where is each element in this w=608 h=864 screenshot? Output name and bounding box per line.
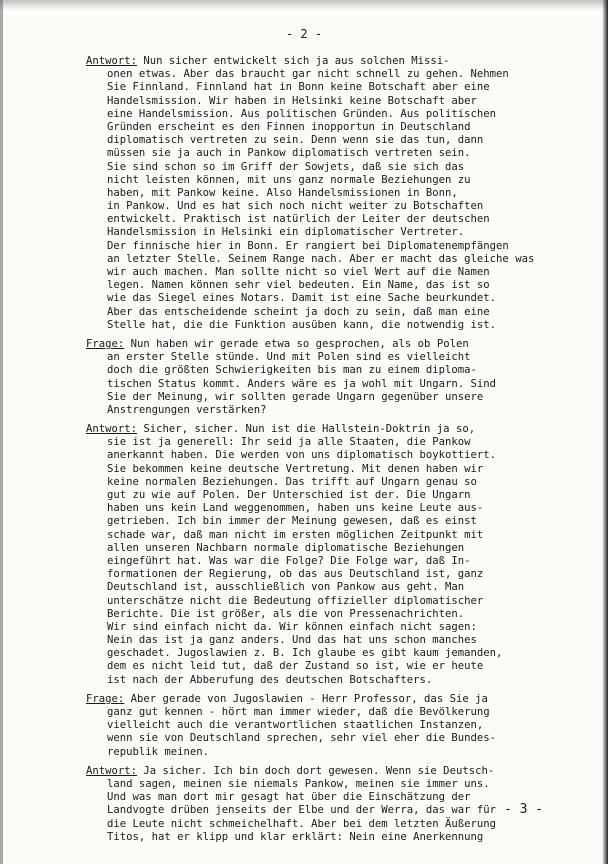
scan-edge-right xyxy=(602,0,608,864)
document-body xyxy=(86,55,556,850)
line-text: haben uns kein Land weggenommen, haben uns keine Leute aus- xyxy=(107,502,484,515)
text-line xyxy=(86,147,556,160)
line-text: Titos, hat er klipp und klar erklärt: Nein eine Anerkennung xyxy=(107,830,484,843)
line-text: wenn sie von Deutschland sprechen, sehr viel eher die Bundes- xyxy=(107,732,497,745)
line-text: getrieben. Ich bin immer der Meinung gewesen, daß es einst xyxy=(107,515,477,528)
line-text: Aber gerade von Jugoslawien - Herr Professor, das Sie ja xyxy=(130,692,488,705)
line-text: Der finnische hier in Bonn. Er rangiert bei Diplomatenempfängen xyxy=(107,239,509,252)
line-text: Handelsmission. Wir haben in Helsinki keine Botschaft aber xyxy=(107,94,477,107)
line-text: tischen Status kommt. Anders wäre es ja wohl mit Ungarn. Sind xyxy=(107,377,497,390)
text-line xyxy=(86,660,556,673)
line-text: land sagen, meinen sie niemals Pankow, meinen sie immer uns. xyxy=(107,777,490,790)
scan-edge-top xyxy=(0,0,608,10)
line-text: diplomatisch vertreten zu sein. Denn wenn sie das tun, dann xyxy=(107,134,484,147)
text-line xyxy=(86,542,556,555)
text-line xyxy=(86,240,556,253)
text-line xyxy=(86,732,556,745)
text-line xyxy=(86,306,556,319)
text-line xyxy=(86,292,556,305)
text-line xyxy=(86,791,556,804)
line-text: die Leute nicht schmeichelhaft. Aber bei dem letzten Äußerung xyxy=(107,817,497,830)
text-line xyxy=(86,555,556,568)
line-text: eingeführt hat. Was war die Folge? Die Folge war, daß In- xyxy=(107,554,471,567)
line-text: Handelsmission in Helsinki ein diplomatischer Vertreter. xyxy=(107,226,465,239)
line-text: Sie der Meinung, wir sollten gerade Ungarn gegenüber unsere xyxy=(107,390,484,403)
text-line xyxy=(86,476,556,489)
text-line xyxy=(86,595,556,608)
dialogue-block xyxy=(86,423,556,687)
line-text: Sie bekommen keine deutsche Vertretung. Mit denen haben wir xyxy=(107,462,484,475)
text-line xyxy=(86,378,556,391)
scan-edge-left xyxy=(0,0,3,864)
text-line xyxy=(86,674,556,687)
line-text: Anstrengungen verstärken? xyxy=(107,403,267,416)
text-line xyxy=(86,266,556,279)
line-text: republik meinen. xyxy=(107,745,210,758)
text-line xyxy=(86,279,556,292)
line-text: an erster Stelle stünde. Und mit Polen sind es vielleicht xyxy=(107,351,471,364)
text-line xyxy=(86,608,556,621)
line-text: Gründen erscheint es den Finnen inopportun in Deutschland xyxy=(107,120,471,133)
line-text: Nun haben wir gerade etwa so gesprochen, als ob Polen xyxy=(130,337,469,350)
line-text: Deutschland ist, ausschließlich von Pankow aus geht. Man xyxy=(107,581,465,594)
line-text: müssen sie ja auch in Pankow diplomatisch vertreten sein. xyxy=(107,147,471,160)
text-line xyxy=(86,529,556,542)
text-line xyxy=(86,338,556,351)
line-text: onen etwas. Aber das braucht gar nicht schnell zu gehen. Nehmen xyxy=(107,68,509,81)
text-line xyxy=(86,515,556,528)
line-text: an letzter Stelle. Seinem Range nach. Aber er macht das gleiche was xyxy=(107,252,535,265)
text-line xyxy=(86,581,556,594)
text-line xyxy=(86,831,556,844)
text-line xyxy=(86,765,556,778)
line-text: Sie sind schon so im Griff der Sowjets, daß sie sich das xyxy=(107,160,465,173)
line-text: Nun sicher entwickelt sich ja aus solchen Missi- xyxy=(143,55,450,67)
line-text: Und was man dort mir gesagt hat über die Einschätzung der xyxy=(107,791,471,804)
text-line xyxy=(86,108,556,121)
dialogue-block xyxy=(86,55,556,332)
text-line xyxy=(86,187,556,200)
line-text: Berichte. Die ist größer, als die von Pressenachrichten. xyxy=(107,607,465,620)
text-line xyxy=(86,364,556,377)
text-line xyxy=(86,818,556,831)
text-line xyxy=(86,746,556,759)
line-text: formationen der Regierung, ob das aus Deutschland ist, ganz xyxy=(107,568,484,581)
text-line xyxy=(86,647,556,660)
line-text: Wir sind einfach nicht da. Wir können einfach nicht sagen: xyxy=(107,620,477,633)
line-text: dem es nicht leid tut, daß der Zustand so ist, wie er heute xyxy=(107,660,484,673)
text-line xyxy=(86,161,556,174)
text-line xyxy=(86,489,556,502)
line-text: haben, mit Pankow keine. Also Handelsmissionen in Bonn, xyxy=(107,186,458,199)
line-text: Nein das ist ja ganz anders. Und das hat uns schon manches xyxy=(107,634,477,647)
text-line xyxy=(86,95,556,108)
text-line xyxy=(86,706,556,719)
line-text: ist nach der Abberufung des deutschen Botschafters. xyxy=(107,673,433,686)
line-text: unterschätze nicht die Bedeutung offizieller diplomatischer xyxy=(107,594,484,607)
line-text: nicht leisten können, mit uns ganz normale Beziehungen zu xyxy=(107,173,471,186)
line-text: Ja sicher. Ich bin doch dort gewesen. Wenn sie Deutsch- xyxy=(143,764,495,777)
text-line xyxy=(86,351,556,364)
text-line xyxy=(86,134,556,147)
line-text: wir auch machen. Man sollte nicht so viel Wert auf die Namen xyxy=(107,266,490,278)
line-text: in Pankow. Und es hat sich noch nicht weiter zu Botschaften xyxy=(107,200,484,213)
text-line xyxy=(86,449,556,462)
dialogue-block xyxy=(86,765,556,844)
text-line xyxy=(86,719,556,732)
text-line xyxy=(86,55,556,68)
line-text: anerkannt haben. Die werden von uns diplomatisch boykottiert. xyxy=(107,449,497,462)
line-text: keine normalen Beziehungen. Das trifft auf Ungarn genau so xyxy=(107,475,477,488)
text-line xyxy=(86,68,556,81)
text-line xyxy=(86,404,556,417)
text-line xyxy=(86,174,556,187)
line-text: Sie Finnland. Finnland hat in Bonn keine Botschaft aber eine xyxy=(107,81,490,94)
text-line xyxy=(86,423,556,436)
text-line xyxy=(86,778,556,791)
text-line xyxy=(86,121,556,134)
text-line xyxy=(86,634,556,647)
text-line xyxy=(86,693,556,706)
text-line xyxy=(86,200,556,213)
text-line xyxy=(86,621,556,634)
speaker-label: Frage: xyxy=(86,337,125,350)
line-text: sie ist ja generell: Ihr seid ja alle Staaten, die Pankow xyxy=(107,436,471,449)
speaker-label: Antwort: xyxy=(86,764,138,777)
line-text: doch die größten Schwierigkeiten bis man zu einem diploma- xyxy=(107,364,477,377)
line-text: schade war, daß man nicht im ersten möglichen Zeitpunkt mit xyxy=(107,528,484,541)
speaker-label: Antwort: xyxy=(86,55,138,67)
text-line xyxy=(86,213,556,226)
line-text: gut zu wie auf Polen. Der Unterschied ist der. Die Ungarn xyxy=(107,489,471,501)
line-text: geschadet. Jugoslawien z. B. Ich glaube es gibt kaum jemanden, xyxy=(107,647,503,660)
line-text: Aber das entscheidende scheint ja doch zu sein, daß man eine xyxy=(107,305,490,318)
line-text: eine Handelsmission. Aus politischen Gründen. Aus politischen xyxy=(107,107,497,120)
text-line xyxy=(86,391,556,404)
text-line xyxy=(86,226,556,239)
text-line xyxy=(86,804,556,817)
line-text: Sicher, sicher. Nun ist die Hallstein-Doktrin ja so, xyxy=(143,423,476,436)
speaker-label: Antwort: xyxy=(86,423,138,436)
line-text: Landvogte drüben jenseits der Elbe und der Werra, das war für xyxy=(107,804,497,817)
text-line xyxy=(86,319,556,332)
text-line xyxy=(86,463,556,476)
page-number: - 2 - xyxy=(285,27,323,41)
text-line xyxy=(86,502,556,515)
line-text: vielleicht auch die verantwortlichen staatlichen Instanzen, xyxy=(107,719,484,732)
line-text: allen unseren Nachbarn normale diplomatische Beziehungen xyxy=(107,541,465,554)
line-text: Stelle hat, die die Funktion ausüben kann, die notwendig ist. xyxy=(107,318,497,331)
line-text: legen. Namen können sehr viel bedeuten. Ein Name, das ist so xyxy=(107,279,490,292)
text-line xyxy=(86,253,556,266)
line-text: wie das Siegel eines Notars. Damit ist eine Sache beurkundet. xyxy=(107,292,497,305)
text-line xyxy=(86,81,556,94)
line-text: entwickelt. Praktisch ist natürlich der Leiter der deutschen xyxy=(107,213,490,226)
speaker-label: Frage: xyxy=(86,692,125,705)
text-line xyxy=(86,436,556,449)
next-page-number: - 3 - xyxy=(504,802,544,817)
text-line xyxy=(86,568,556,581)
dialogue-block xyxy=(86,693,556,759)
dialogue-block xyxy=(86,338,556,417)
line-text: ganz gut kennen - hört man immer wieder, daß die Bevölkerung xyxy=(107,706,490,718)
